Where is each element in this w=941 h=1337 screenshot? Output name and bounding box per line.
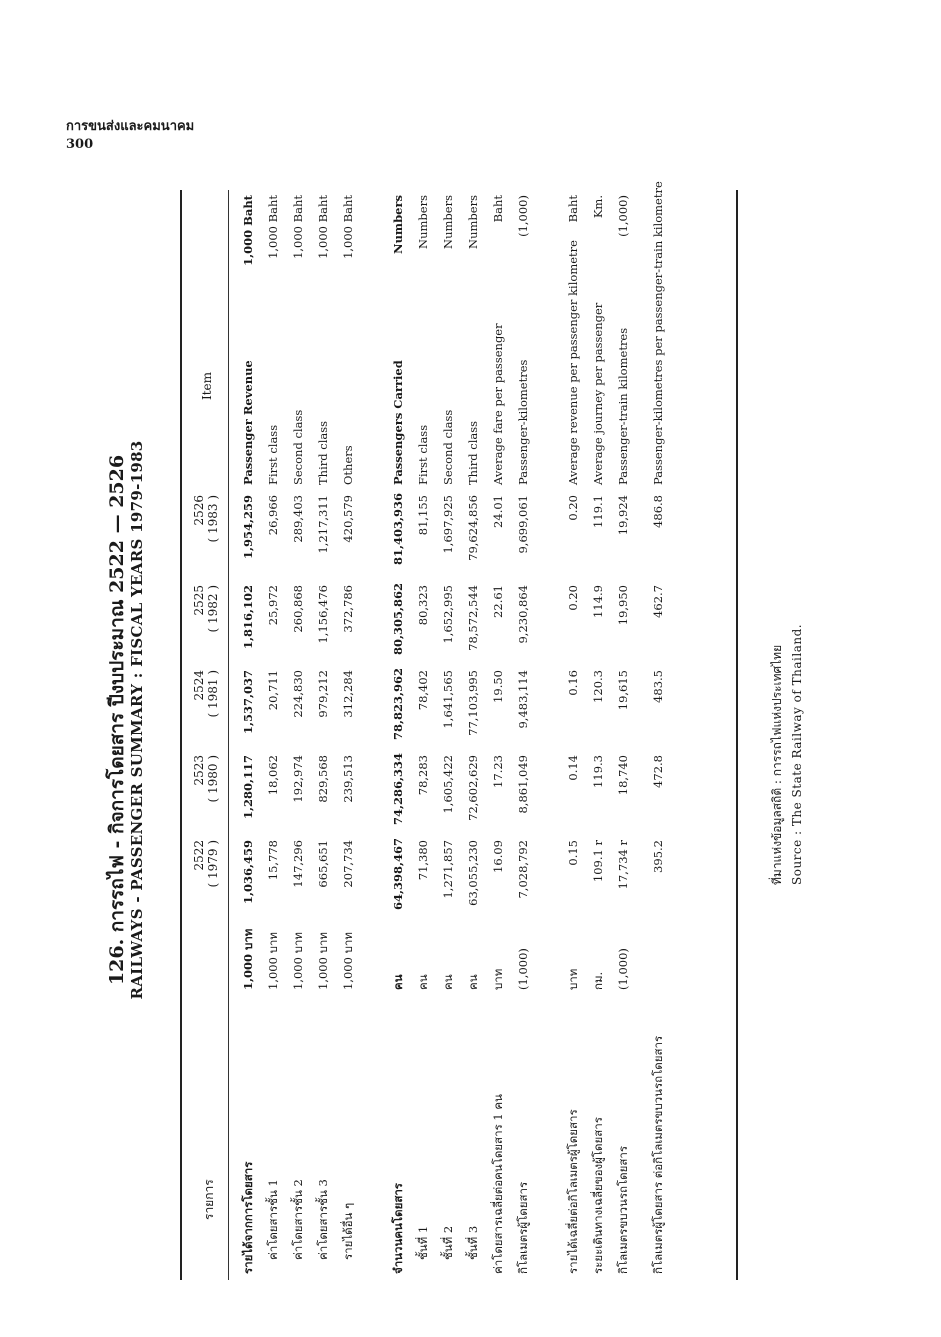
year-be: 2523 [192,755,206,786]
row-value: 0.20 [566,495,580,521]
row-value: 78,823,962 [391,667,405,740]
row-value: 829,568 [316,755,330,803]
year-be: 2525 [192,585,206,616]
row-label-thai: ชั้นที่ 3 [466,1225,480,1260]
page-number: 300 [66,137,94,152]
row-value: 114.9 [591,585,605,618]
row-value: 18,062 [266,755,280,796]
row-value: 80,305,862 [391,582,405,655]
row-value: 24.01 [491,495,505,528]
row-value: 26,966 [266,495,280,536]
year-header [192,585,220,655]
year-header [192,840,220,910]
row-value: 15,778 [266,840,280,881]
table-row [650,181,666,1280]
row-value: 192,974 [291,755,305,803]
row-value: 78,572,544 [466,585,480,651]
year-be: 2526 [192,495,206,526]
row-value: 1,697,925 [441,495,455,554]
row-value: 0.15 [566,840,580,866]
row-value: 19,615 [616,670,630,711]
row-value: 72,602,629 [466,755,480,821]
year-be: 2522 [192,840,206,871]
row-unit-english: Numbers [391,195,405,254]
source-thai: ที่มาแห่งข้อมูลสถิติ : การรถไฟแห่งประเทศไทย [770,644,784,885]
row-value: 1,280,117 [241,755,255,820]
year-be: 2524 [192,670,206,701]
row-unit-english: 1,000 Baht [266,195,280,259]
row-label-thai: ค่าโดยสารชั้น 2 [291,1179,305,1260]
row-value: 289,403 [291,495,305,543]
row-label-thai: ชั้นที่ 1 [416,1225,430,1260]
year-header [192,670,220,740]
row-label-thai: รายได้เฉลี่ยต่อกิโลเมตรผู้โดยสาร [566,1109,580,1274]
row-label-english: Others [341,445,355,485]
row-value: 120.3 [591,670,605,703]
row-value: 119.3 [591,755,605,788]
row-value: 77,103,995 [466,670,480,736]
row-value: 19.50 [491,670,505,703]
row-unit-english: Km. [591,195,605,219]
row-unit-english: 1,000 Baht [291,195,305,259]
row-value: 80,323 [416,585,430,626]
row-unit-thai: 1,000 บาท [266,932,280,990]
row-value: 1,156,476 [316,585,330,644]
year-ce: ( 1980 ) [206,755,220,803]
table-row [265,190,281,1280]
row-label-thai: ค่าโดยสารชั้น 3 [316,1179,330,1260]
table-title-thai: 126. การรถไฟ - กิจการโดยสาร ปีงบประมาณ 2522 — 2526 [106,454,128,986]
row-value: 979,212 [316,670,330,718]
row-value: 395.2 [651,840,665,873]
row-value: 109.1 r [591,840,605,883]
row-unit-thai: คน [391,974,405,990]
row-value: 1,537,037 [241,670,255,735]
row-unit-thai: คน [441,974,455,990]
row-value: 1,652,995 [441,585,455,644]
row-value: 81,155 [416,495,430,536]
top-rule [180,190,182,1280]
row-value: 8,861,049 [516,755,530,814]
row-value: 1,036,459 [241,840,255,905]
table-row [565,190,581,1280]
row-label-english: Passenger-kilometres [516,359,530,485]
row-value: 20,711 [266,670,280,711]
row-value: 1,271,857 [441,840,455,899]
row-value: 483.5 [651,670,665,703]
table-row [490,190,506,1280]
row-value: 78,283 [416,755,430,796]
row-unit-english: (1,000) [616,195,630,237]
row-value: 207,734 [341,840,355,888]
table-row [440,190,456,1280]
row-unit-thai: บาท [566,968,580,990]
row-value: 19,924 [616,495,630,536]
row-value: 239,513 [341,755,355,803]
table-row [590,190,606,1280]
row-value: 372,786 [341,585,355,633]
row-unit-english: Numbers [441,195,455,249]
row-label-english: Average journey per passenger [591,302,605,485]
row-value: 1,217,311 [316,495,330,554]
row-value: 74,286,334 [391,752,405,825]
row-label-thai: ระยะเดินทางเฉลี่ยของผู้โดยสาร [591,1117,605,1274]
row-label-english: First class [266,424,280,485]
row-label-english: Passenger Revenue [241,360,255,485]
row-label-english: Second class [291,409,305,485]
row-value: 25,972 [266,585,280,626]
row-value: 312,284 [341,670,355,718]
row-label-english: Third class [316,420,330,485]
row-unit-english: Baht [566,195,580,223]
row-label-english: Third class [466,420,480,485]
row-unit-thai: กม. [591,971,605,990]
bottom-rule [736,190,738,1280]
row-value: 17,734 r [616,840,630,890]
row-label-thai: กิโลเมตรขบวนรถโดยสาร [616,1146,630,1274]
table-title-english: RAILWAYS - PASSENGER SUMMARY : FISCAL YEARS 1979-1983 [128,440,146,1000]
year-header [192,495,220,565]
row-unit-thai: (1,000) [616,948,630,990]
row-label-thai: กิโลเมตรผู้โดยสาร [516,1181,530,1274]
row-label-thai: จำนวนคนโดยสาร [391,1183,405,1274]
row-value: 1,641,565 [441,670,455,729]
table-row [615,190,631,1280]
table-row [515,190,531,1280]
row-unit-english: Numbers [416,195,430,249]
column-header-thai-item: รายการ [202,1179,216,1220]
table-row [290,190,306,1280]
row-value: 71,380 [416,840,430,881]
row-value: 0.16 [566,670,580,696]
row-unit-thai: 1,000 บาท [341,932,355,990]
table-row [340,190,356,1280]
row-unit-english: Baht [491,195,505,223]
row-unit-english: 1,000 Baht [316,195,330,259]
row-label-thai: รายได้จากการโดยสาร [241,1161,255,1274]
row-label-english: Average fare per passenger [491,323,505,485]
row-value: 9,699,061 [516,495,530,554]
year-ce: ( 1983 ) [206,495,220,543]
row-value: 16.09 [491,840,505,873]
row-value: 81,403,936 [391,492,405,565]
row-unit-english: (1,000) [516,195,530,237]
row-value: 22.61 [491,585,505,618]
table-row [240,190,256,1280]
row-label-thai: ค่าโดยสารเฉลี่ยต่อคนโดยสาร 1 คน [491,1094,505,1274]
year-ce: ( 1981 ) [206,670,220,718]
row-unit-english: Numbers [466,195,480,249]
row-value: 64,398,467 [391,837,405,910]
row-unit-thai: คน [416,974,430,990]
row-value: 9,483,114 [516,670,530,729]
row-value: 1,605,422 [441,755,455,814]
page-header [66,118,194,154]
row-value: 7,028,792 [516,840,530,899]
row-label-english: Passenger-kilometres per passenger-train kilometre [651,181,665,485]
row-unit-thai: (1,000) [516,948,530,990]
rotated-table-page [100,160,804,1280]
row-value: 63,055,230 [466,840,480,906]
row-value: 119.1 [591,495,605,528]
row-value: 19,950 [616,585,630,626]
year-header [192,755,220,825]
row-value: 0.20 [566,585,580,611]
row-label-thai: ค่าโดยสารชั้น 1 [266,1179,280,1260]
row-value: 420,579 [341,495,355,543]
row-value: 79,624,856 [466,495,480,561]
row-unit-thai: คน [466,974,480,990]
row-unit-thai: 1,000 บาท [316,932,330,990]
row-value: 224,830 [291,670,305,718]
row-unit-thai: บาท [491,968,505,990]
row-value: 17.23 [491,755,505,788]
row-label-english: First class [416,424,430,485]
row-value: 147,296 [291,840,305,888]
row-label-english: Average revenue per passenger kilometre [566,240,580,485]
table-row [390,190,406,1280]
year-ce: ( 1979 ) [206,840,220,888]
header-rule [228,190,229,1280]
row-value: 9,230,864 [516,585,530,644]
row-value: 1,816,102 [241,585,255,650]
row-label-english: Second class [441,409,455,485]
row-value: 665,651 [316,840,330,888]
row-value: 1,954,259 [241,495,255,560]
row-label-english: Passenger-train kilometres [616,327,630,485]
table-row [315,190,331,1280]
table-row [415,190,431,1280]
row-value: 78,402 [416,670,430,711]
row-unit-thai: 1,000 บาท [241,928,255,990]
year-ce: ( 1982 ) [206,585,220,633]
row-unit-english: 1,000 Baht [241,195,255,266]
row-value: 462.7 [651,585,665,618]
table-row [465,190,481,1280]
row-value: 18,740 [616,755,630,796]
row-label-english: Passengers Carried [391,360,405,485]
row-value: 472.8 [651,755,665,788]
row-label-thai: กิโลเมตรผู้โดยสาร ต่อกิโลเมตรขบวนรถโดยสาร [651,1035,665,1274]
source-english: Source : The State Railway of Thailand. [790,623,804,885]
row-value: 0.14 [566,755,580,781]
row-unit-english: 1,000 Baht [341,195,355,259]
row-label-thai: ชั้นที่ 2 [441,1225,455,1260]
section-title: การขนส่งและคมนาคม [66,119,195,134]
column-header-english-item: Item [200,371,214,400]
row-label-thai: รายได้อื่น ๆ [341,1202,355,1260]
row-unit-thai: 1,000 บาท [291,932,305,990]
row-value: 260,868 [291,585,305,633]
row-value: 486.8 [651,495,665,528]
